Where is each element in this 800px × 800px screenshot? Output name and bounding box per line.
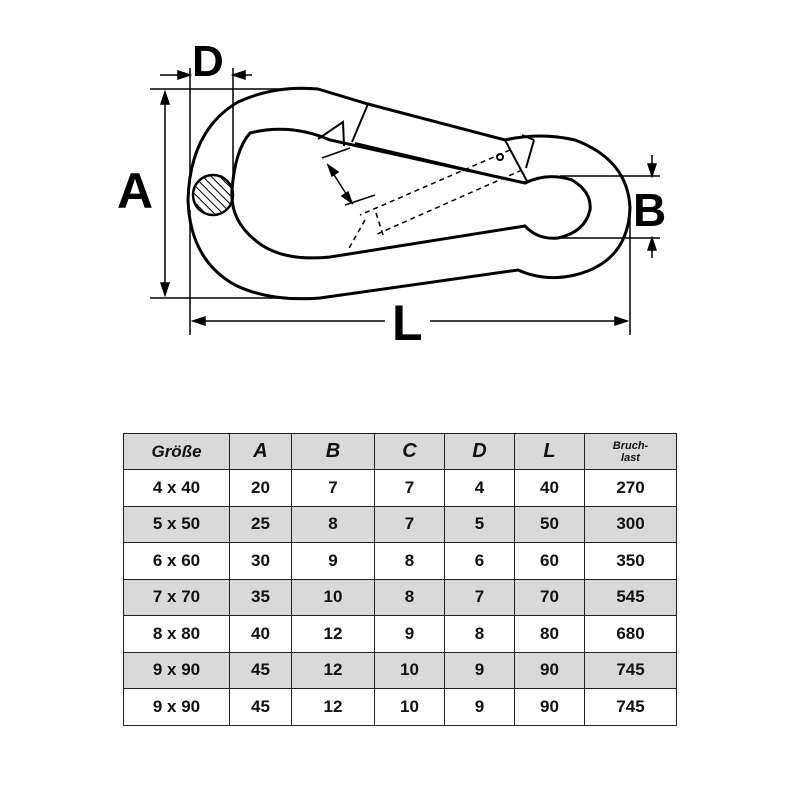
cell-size: 9 x 90: [124, 689, 230, 726]
cell-l: 80: [515, 616, 585, 653]
header-a: A: [230, 434, 292, 470]
cell-a: 20: [230, 470, 292, 507]
cell-b: 8: [292, 506, 375, 543]
cell-size: 4 x 40: [124, 470, 230, 507]
cell-d: 7: [445, 579, 515, 616]
dimension-l-label: L: [392, 295, 423, 351]
header-breaking-load: [585, 434, 677, 470]
cell-a: 40: [230, 616, 292, 653]
table-row: [124, 689, 677, 726]
cell-b: 12: [292, 616, 375, 653]
table-header-row: [124, 434, 677, 470]
dimension-d-label: D: [192, 37, 224, 86]
wire-cross-section: [193, 175, 233, 215]
table-row: [124, 616, 677, 653]
header-d: D: [445, 434, 515, 470]
cell-b: 9: [292, 543, 375, 580]
cell-size: 7 x 70: [124, 579, 230, 616]
cell-c: 8: [375, 543, 445, 580]
cell-size: 9 x 90: [124, 652, 230, 689]
cell-l: 40: [515, 470, 585, 507]
opening-dimension-arrow: [322, 148, 375, 205]
cell-breaking-load: 680: [585, 616, 677, 653]
gate-open-dashed: [348, 150, 522, 250]
cell-size: 8 x 80: [124, 616, 230, 653]
cell-b: 7: [292, 470, 375, 507]
table-row: [124, 506, 677, 543]
cell-breaking-load: 745: [585, 689, 677, 726]
cell-a: 35: [230, 579, 292, 616]
cell-b: 12: [292, 689, 375, 726]
cell-d: 5: [445, 506, 515, 543]
cell-d: 9: [445, 689, 515, 726]
table-row: [124, 470, 677, 507]
cell-c: 7: [375, 470, 445, 507]
dimension-b-label: B: [633, 184, 667, 236]
cell-l: 70: [515, 579, 585, 616]
specification-table: [123, 433, 677, 726]
cell-breaking-load: 745: [585, 652, 677, 689]
cell-d: 4: [445, 470, 515, 507]
cell-d: 6: [445, 543, 515, 580]
cell-breaking-load: 350: [585, 543, 677, 580]
dimension-a: [150, 89, 320, 298]
table-body: [124, 470, 677, 726]
cell-l: 90: [515, 652, 585, 689]
header-l: L: [515, 434, 585, 470]
cell-d: 9: [445, 652, 515, 689]
header-c: C: [375, 434, 445, 470]
cell-a: 45: [230, 652, 292, 689]
dimension-a-label: A: [117, 163, 154, 219]
table-row: [124, 579, 677, 616]
cell-b: 10: [292, 579, 375, 616]
cell-l: 50: [515, 506, 585, 543]
cell-c: 10: [375, 689, 445, 726]
cell-c: 10: [375, 652, 445, 689]
header-breaking-load-line2: last: [621, 451, 640, 464]
cell-a: 25: [230, 506, 292, 543]
cell-b: 12: [292, 652, 375, 689]
cell-l: 90: [515, 689, 585, 726]
cell-c: 7: [375, 506, 445, 543]
cell-breaking-load: 300: [585, 506, 677, 543]
header-b: B: [292, 434, 375, 470]
cell-d: 8: [445, 616, 515, 653]
cell-c: 9: [375, 616, 445, 653]
cell-size: 5 x 50: [124, 506, 230, 543]
header-size: Größe: [124, 434, 230, 470]
table-row: [124, 652, 677, 689]
cell-l: 60: [515, 543, 585, 580]
cell-a: 45: [230, 689, 292, 726]
table-row: [124, 543, 677, 580]
cell-size: 6 x 60: [124, 543, 230, 580]
header-breaking-load-line1: Bruch-: [612, 439, 649, 452]
cell-a: 30: [230, 543, 292, 580]
cell-c: 8: [375, 579, 445, 616]
cell-breaking-load: 545: [585, 579, 677, 616]
cell-breaking-load: 270: [585, 470, 677, 507]
